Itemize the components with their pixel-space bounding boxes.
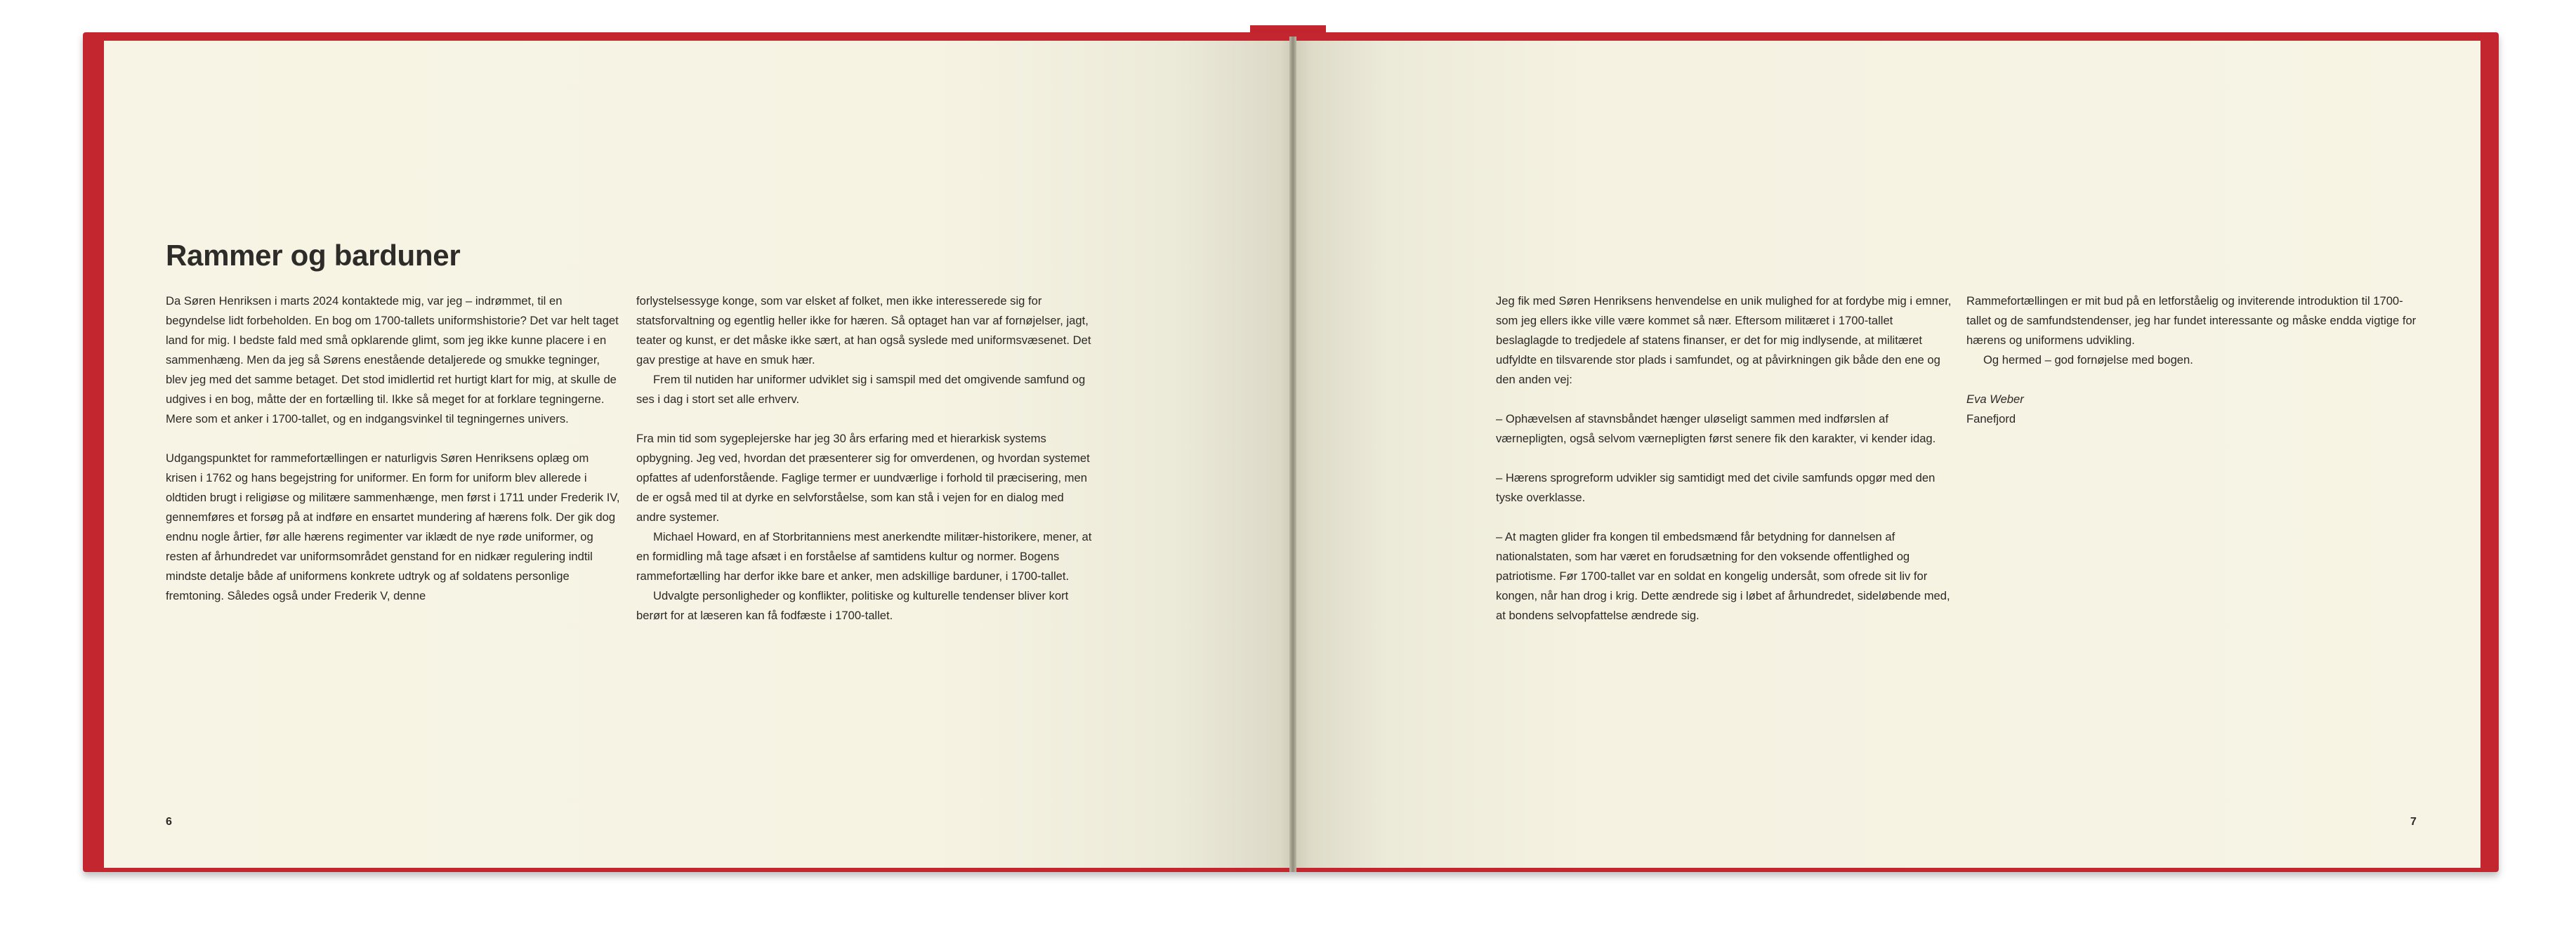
paragraph: – Hærens sprogreform udvikler sig samtidigt med det civile samfunds opgør med den tyske overklasse.: [1496, 471, 1936, 504]
text-column-2: [636, 291, 1093, 626]
paragraph: Michael Howard, en af Storbritanniens mest anerkendte militær-historikere, mener, at en formidling må tage afsæt i en forståelse af samtidens kultur og normer. Bogens rammefortælling har derfor ikke bare et anker, men adskillige barduner, i 1700-tallet.: [636, 530, 1092, 583]
page-number-left: 6: [166, 816, 172, 828]
page-number-right: 7: [2410, 816, 2417, 828]
paragraph: forlystelsessyge konge, som var elsket af folket, men ikke interesserede sig for statsforvaltning og egentlig heller ikke for hæren. Så optaget han var af fornøjelser, jagt, teater og kunst, er det måske ikke sært, at han også syslede med uniformsvæsenet. Det gav prestige at have en smuk hær.: [636, 294, 1091, 367]
author-location: Fanefjord: [1966, 412, 2016, 425]
paragraph: Rammefortællingen er mit bud på en letforståelig og inviterende introduktion til 1700-tallet og de samfundstendenser, jeg har fundet interessante og måske endda vigtige for hærens og uniformens udvikling.: [1966, 294, 2417, 347]
book-gutter: [1289, 37, 1296, 872]
paragraph: Jeg fik med Søren Henriksens henvendelse en unik mulighed for at fordybe mig i emner, som jeg ellers ikke ville være kommet så nær. Eftersom militæret i 1700-tallet beslaglagde to tredjedele af statens finanser, er det for mig indlysende, at militæret udfyldte en tilsvarende stor plads i samfundet, og at påvirkningen gik både den ene og den anden vej:: [1496, 294, 1952, 386]
text-column-1: [166, 291, 622, 606]
paragraph: Da Søren Henriksen i marts 2024 kontaktede mig, var jeg – indrømmet, til en begyndelse lidt forbeholden. En bog om 1700-tallets uniformshistorie? Det var helt taget land for mig. I bedste fald med små opklarende glimt, som jeg ikke kunne placere i en sammenhæng. Men da jeg så Sørens enestående detaljerede og smukke tegninger, blev jeg med det samme betaget. Det stod imidlertid ret hurtigt klart for mig, at skulle de udgives i en bog, måtte der en fortælling til. Ikke så meget for at forklare tegningerne. Mere som et anker i 1700-tallet, og en indgangsvinkel til tegningernes univers.: [166, 294, 619, 425]
paragraph: Udvalgte personligheder og konflikter, politiske og kulturelle tendenser bliver kort berørt for at læseren kan få fodfæste i 1700-tallet.: [636, 589, 1069, 622]
paragraph: Og hermed – god fornøjelse med bogen.: [1983, 353, 2193, 367]
paragraph: Frem til nutiden har uniformer udviklet sig i samspil med det omgivende samfund og ses i dag i stort set alle erhverv.: [636, 373, 1086, 406]
paragraph: Fra min tid som sygeplejerske har jeg 30 års erfaring med et hierarkisk systems opbygning. Jeg ved, hvordan det præsenterer sig for omverdenen, og hvordan systemet opfattes af udenforstående. Faglige termer er uundværlige i forhold til præcisering, men de er også med til at dyrke en selvforståelse, som kan stå i vejen for en dialog med andre systemer.: [636, 432, 1090, 524]
text-column-4: [1966, 291, 2423, 429]
paragraph: Udgangspunktet for rammefortællingen er naturligvis Søren Henriksens oplæg om krisen i 1762 og hans begejstring for uniformer. En form for uniform blev allerede i oldtiden brugt i religiøse og militære sammenhænge, men først i 1711 under Frederik IV, gennemføres et forsøg på at indføre en ensartet mundering af hærens folk. Der gik dog endnu nogle årtier, før alle hærens regimenter var iklædt de nye røde uniformer, og resten af århundredet var uniformsområdet genstand for en nidkær regulering indtil mindste detalje både af uniformens konkrete udtryk og af soldatens personlige fremtoning. Således også under Frederik V, denne: [166, 451, 620, 602]
author-signature: Eva Weber: [1966, 392, 2024, 406]
page-title: Rammer og barduner: [166, 239, 461, 272]
paragraph: – At magten glider fra kongen til embedsmænd får betydning for dannelsen af nationalstaten, som har været en forudsætning for den voksende offentlighed og patriotisme. Før 1700-tallet var en soldat en kongelig undersåt, som ofrede sit liv for kongen, når han drog i krig. Dette ændrede sig i løbet af århundredet, sideløbende med, at bondens selvopfattelse ændrede sig.: [1496, 530, 1950, 622]
text-column-3: [1496, 291, 1952, 626]
paragraph: – Ophævelsen af stavnsbåndet hænger uløseligt sammen med indførslen af værnepligten, også selvom værnepligten først senere fik den karakter, vi kender idag.: [1496, 412, 1936, 445]
